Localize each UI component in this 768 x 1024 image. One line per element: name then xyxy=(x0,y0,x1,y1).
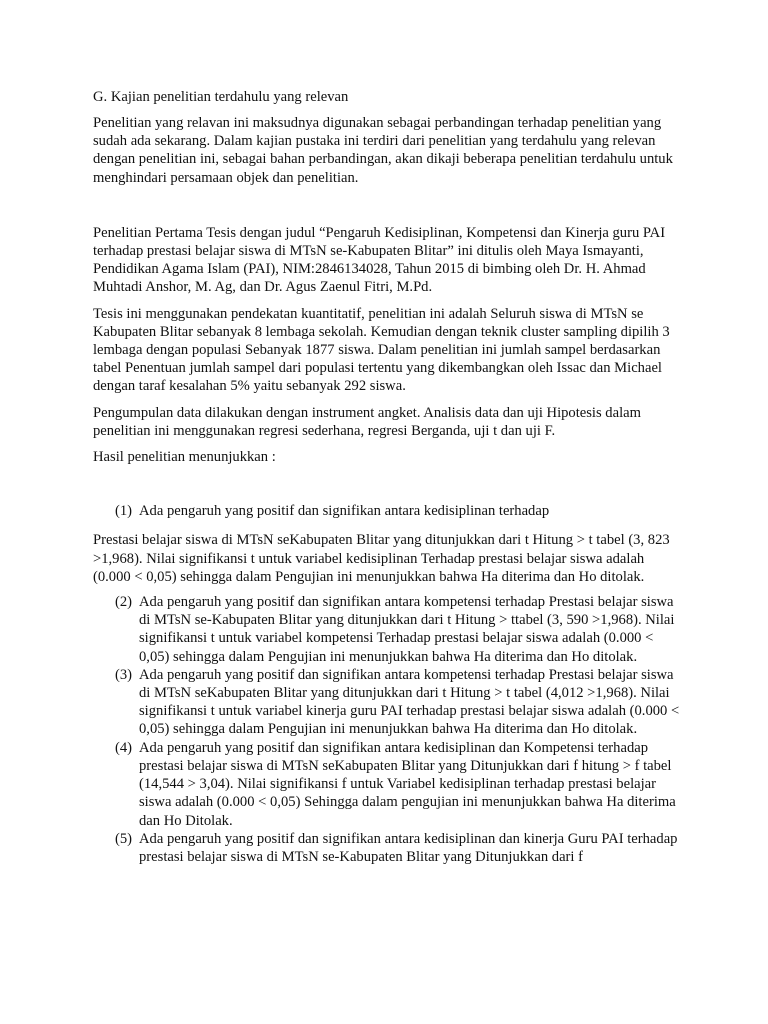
result-item-1 xyxy=(93,502,683,520)
result-item-text: Ada pengaruh yang positif dan signifikan antara kompetensi terhadap Prestasi belajar siswa di MTsN seKabupaten Blitar yang ditunjukkan dari t Hitung > t tabel (4,012 >1,968). Nilai signifikansi t untuk variabel kinerja guru PAI terhadap prestasi belajar siswa adalah (0.000 < 0,05) sehingga dalam Pengujian ini menunjukkan bahwa Ha diterima dan Ho ditolak. xyxy=(139,666,680,738)
result-item-number: (1) xyxy=(115,503,133,520)
result-item-2 xyxy=(93,593,683,666)
result-item-number: (4) xyxy=(115,739,133,756)
result-item-number: (3) xyxy=(115,666,133,683)
study-one-paragraph: Penelitian Pertama Tesis dengan judul “Pengaruh Kedisiplinan, Kompetensi dan Kinerja guru PAI terhadap prestasi belajar siswa di MTsN se-Kabupaten Blitar” ini ditulis oleh Maya Ismayanti, Pendidikan Agama Islam (PAI), NIM:2846134028, Tahun 2015 di bimbing oleh Dr. H. Ahmad Muhtadi Anshor, M. Ag, dan Dr. Agus Zaenul Fitri, M.Pd. xyxy=(93,224,666,296)
results-intro: Hasil penelitian menunjukkan : xyxy=(93,449,276,466)
section-heading: G. Kajian penelitian terdahulu yang relevan xyxy=(93,89,349,105)
result-item-3 xyxy=(93,666,683,739)
data-collection-paragraph: Pengumpulan data dilakukan dengan instrument angket. Analisis data dan uji Hipotesis dalam penelitian ini menggunakan regresi sederhana, regresi Berganda, uji t dan uji F. xyxy=(93,404,641,439)
document-page xyxy=(93,82,683,866)
method-paragraph: Tesis ini menggunakan pendekatan kuantitatif, penelitian ini adalah Seluruh siswa di MTsN se Kabupaten Blitar sebanyak 8 lembaga sekolah. Kemudian dengan teknik cluster sampling dipilih 3 lembaga dengan populasi Sebanyak 1877 siswa. Dalam penelitian ini jumlah sampel berdasarkan tabel Penentuan jumlah sampel dari populasi tertentu yang dikembangkan oleh Issac dan Michael dengan taraf kesalahan 5% yaitu sebanyak 292 siswa. xyxy=(93,305,670,395)
result-item-5 xyxy=(93,830,683,866)
result-item-number: (5) xyxy=(115,830,133,847)
result-item-text: Ada pengaruh yang positif dan signifikan antara kedisiplinan dan Kompetensi terhadap prestasi belajar siswa di MTsN seKabupaten Blitar yang Ditunjukkan dari f hitung > f tabel (14,544 > 3,04). Nilai signifikansi f untuk Variabel kedisiplinan terhadap prestasi belajar siswa adalah (0.000 < 0,05) Sehingga dalam pengujian ini menunjukkan bahwa Ha diterima dan Ho Ditolak. xyxy=(139,739,676,829)
result-item-text: Ada pengaruh yang positif dan signifikan antara kedisiplinan terhadap xyxy=(139,503,550,520)
result-item-text: Ada pengaruh yang positif dan signifikan antara kompetensi terhadap Prestasi belajar siswa di MTsN se-Kabupaten Blitar yang ditunjukkan dari t Hitung > ttabel (3, 590 >1,968). Nilai signifikansi t untuk variabel kompetensi Terhadap prestasi belajar siswa adalah (0.000 < 0,05) sehingga dalam Pengujian ini menunjukkan bahwa Ha diterima dan Ho ditolak. xyxy=(139,594,675,665)
result-item-1-continuation: Prestasi belajar siswa di MTsN seKabupaten Blitar yang ditunjukkan dari t Hitung > t tabel (3, 823 >1,968). Nilai signifikansi t untuk variabel kedisiplinan Terhadap prestasi belajar siswa adalah (0.000 < 0,05) sehingga dalam Pengujian ini menunjukkan bahwa Ha diterima dan Ho ditolak. xyxy=(93,532,670,585)
result-item-text: Ada pengaruh yang positif dan signifikan antara kedisiplinan dan kinerja Guru PAI terhadap prestasi belajar siswa di MTsN se-Kabupaten Blitar yang Ditunjukkan dari f xyxy=(139,830,678,865)
result-item-number: (2) xyxy=(115,594,133,611)
intro-paragraph: Penelitian yang relavan ini maksudnya digunakan sebagai perbandingan terhadap penelitian yang sudah ada sekarang. Dalam kajian pustaka ini terdiri dari penelitian yang terdahulu yang relevan dengan penelitian ini, sebagai bahan perbandingan, akan dikaji beberapa penelitian terdahulu untuk menghindari persamaan objek dan penelitian. xyxy=(93,115,673,186)
result-item-4 xyxy=(93,739,683,830)
